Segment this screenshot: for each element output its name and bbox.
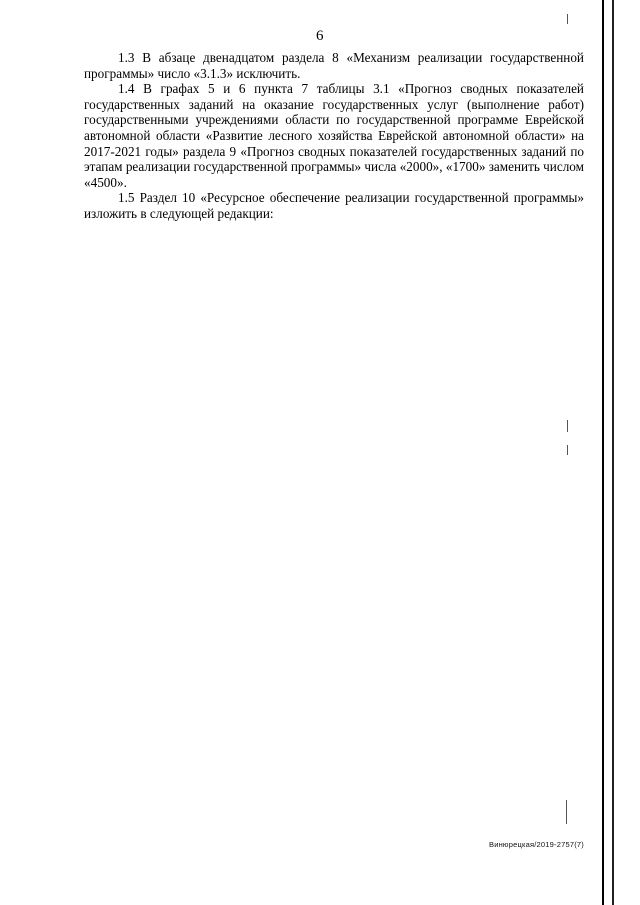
scan-edge-line	[602, 0, 604, 905]
document-body	[84, 50, 584, 222]
paragraph-1-3: 1.3 В абзаце двенадцатом раздела 8 «Механизм реализации государственной программы» число «3.1.3» исключить.	[84, 50, 584, 81]
scan-edge-line	[612, 0, 614, 905]
scan-speck	[566, 800, 567, 824]
paragraph-1-4: 1.4 В графах 5 и 6 пункта 7 таблицы 3.1 «Прогноз сводных показателей государственных заданий на оказание государственных услуг (выполнение работ) государственными учреждениями области по государственной программе Еврейской автономной области «Развитие лесного хозяйства Еврейской автономной области» на 2017-2021 годы» раздела 9 «Прогноз сводных показателей государственных заданий по этапам реализации государственной программы» числа «2000», «1700» заменить числом «4500».	[84, 81, 584, 190]
scan-speck	[567, 14, 568, 24]
paragraph-1-5: 1.5 Раздел 10 «Ресурсное обеспечение реализации государственной программы» изложить в следующей редакции:	[84, 190, 584, 221]
scan-speck	[567, 445, 568, 455]
document-reference-code: Винюрецкая/2019-2757(7)	[489, 840, 584, 849]
page-number: 6	[316, 28, 324, 44]
scan-speck	[567, 420, 568, 432]
